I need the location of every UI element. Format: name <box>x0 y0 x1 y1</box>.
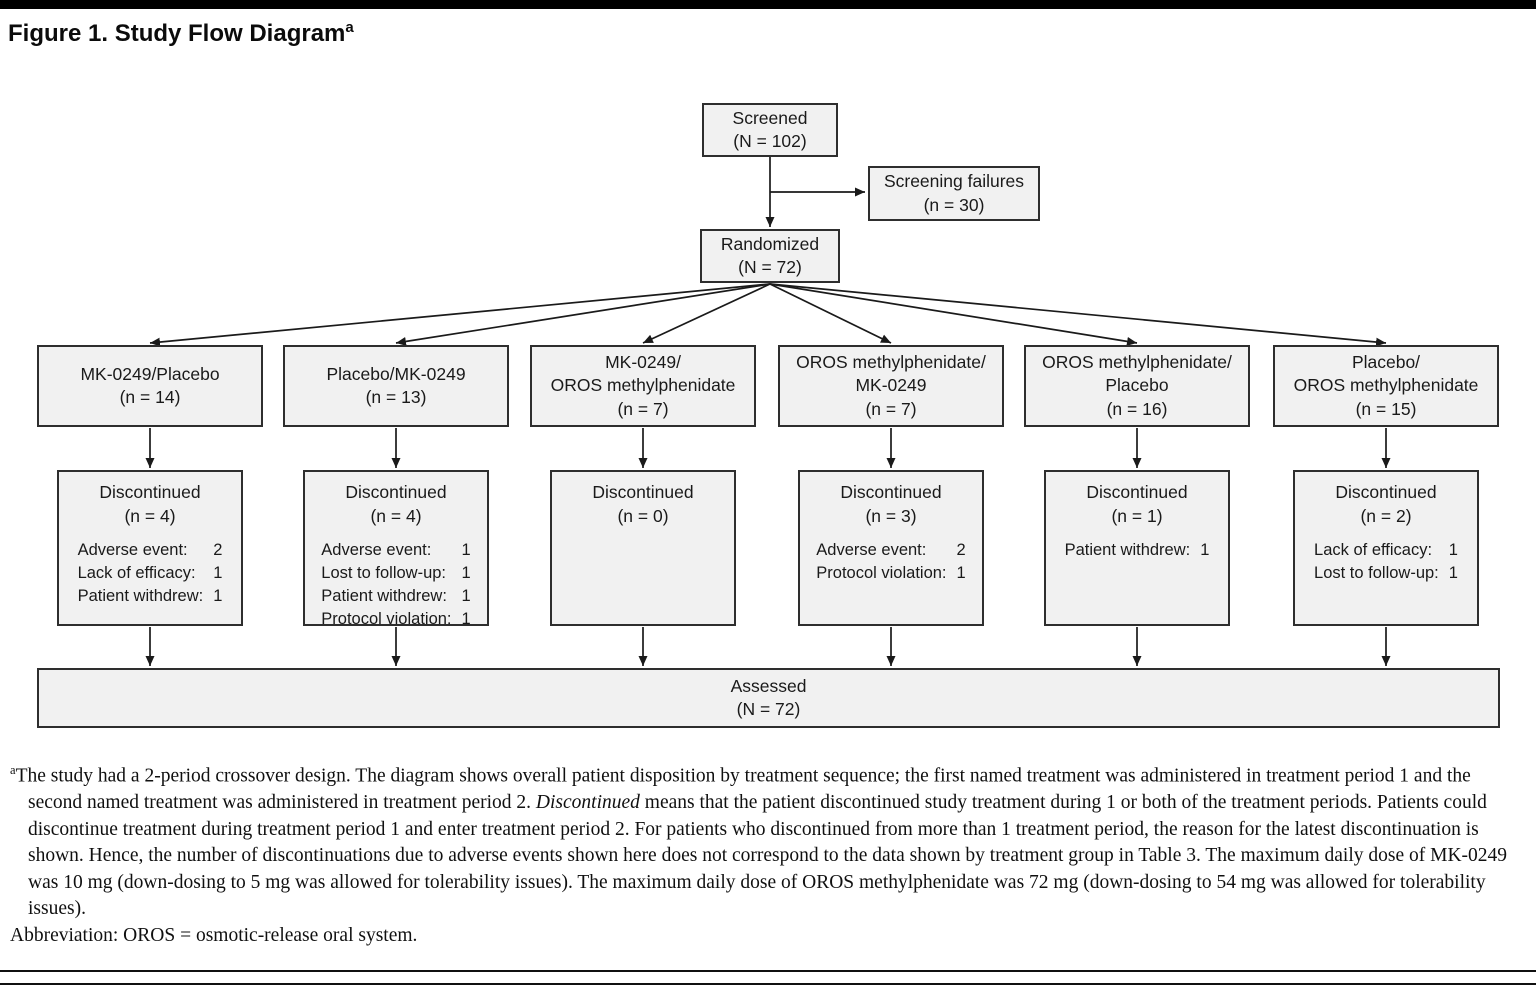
arrow-randomized-to-seq-2 <box>396 284 770 343</box>
discontinued-title: Discontinued <box>1086 482 1188 502</box>
randomized-box <box>700 229 840 283</box>
reason-count: 1 <box>956 564 966 582</box>
arrow-randomized-to-seq-5 <box>770 284 1137 343</box>
sequence-n: (n = 13) <box>365 387 427 407</box>
sequence-line: OROS methylphenidate <box>550 375 736 396</box>
footnote <box>10 757 1526 949</box>
arrow-randomized-to-seq-4 <box>770 284 891 343</box>
reason-count: 1 <box>461 564 471 582</box>
discontinued-title: Discontinued <box>1335 482 1437 502</box>
discontinued-box-5 <box>1044 470 1230 626</box>
reason-label: Protocol violation: <box>816 564 947 582</box>
footnote-paragraph <box>10 757 1526 923</box>
discontinued-box-4 <box>798 470 984 626</box>
discontinued-reasons <box>1065 539 1210 562</box>
sequence-box-placebo-oros <box>1273 345 1499 427</box>
sequence-line: MK-0249/ <box>605 351 681 372</box>
top-rule-bar <box>0 0 1536 9</box>
sequence-line: Placebo/MK-0249 <box>326 363 466 384</box>
reason-count: 1 <box>1200 541 1210 559</box>
reason-label: Lack of efficacy: <box>1314 541 1433 559</box>
bottom-rule-1 <box>0 970 1536 972</box>
figure-title-text: Figure 1. Study Flow Diagram <box>8 20 346 47</box>
screened-box <box>702 103 838 157</box>
sequence-box-oros-mk0249 <box>778 345 1004 427</box>
footnote-text-2: means that the patient discontinued study treatment during 1 or both of the treatment periods. Patients could discontinue treatment during treatment period 1 and enter treatment period 2. For patients who discontinued from more than 1 treatment period, the reason for the latest discontinuation is shown. Hence, the number of discontinuations due to adverse events shown here does not correspond to the data shown by treatment group in Table 3. The maximum daily dose of MK-0249 was 10 mg (down-dosing to 5 mg was allowed for tolerability issues). The maximum daily dose of OROS methylphenidate was 72 mg (down-dosing to 54 mg was allowed for tolerability issues). <box>28 792 1508 919</box>
reason-label: Patient withdrew: <box>321 587 447 605</box>
sequence-line: Placebo/ <box>1351 351 1421 372</box>
discontinued-reasons <box>321 539 470 631</box>
reason-label: Adverse event: <box>321 541 432 559</box>
arrow-randomized-to-seq-6 <box>770 284 1386 343</box>
sequence-line: Placebo <box>1105 375 1169 396</box>
abbreviation-line: Abbreviation: OROS = osmotic-release oral system. <box>10 924 418 946</box>
discontinued-n: (n = 0) <box>617 505 669 526</box>
sequence-n: (n = 15) <box>1355 398 1417 419</box>
sequence-line: OROS methylphenidate/ <box>1042 351 1232 372</box>
randomized-label: Randomized <box>720 233 820 254</box>
assessed-label: Assessed <box>730 675 807 696</box>
discontinued-n: (n = 1) <box>1111 505 1163 526</box>
sequence-n: (n = 14) <box>119 387 181 407</box>
sequence-line: MK-0249/Placebo <box>80 363 220 384</box>
reason-count: 1 <box>461 587 471 605</box>
discontinued-box-6 <box>1293 470 1479 626</box>
figure-title-superscript: a <box>345 19 354 36</box>
reason-label: Patient withdrew: <box>77 587 204 605</box>
assessed-n: (N = 72) <box>736 699 801 719</box>
footnote-text-1: The study had a 2-period crossover design. The diagram shows overall patient disposition by treatment sequence; the first named treatment was administered in treatment period 1 and the second named treatment was administered in treatment period 2. <box>15 765 1471 813</box>
sequence-n: (n = 16) <box>1106 398 1168 419</box>
reason-count: 1 <box>213 564 223 582</box>
sequence-box-mk0249-oros <box>530 345 756 427</box>
discontinued-title: Discontinued <box>99 482 201 502</box>
reason-count: 1 <box>461 541 471 559</box>
sequence-n: (n = 7) <box>617 398 669 419</box>
screened-label: Screened <box>732 107 808 128</box>
discontinued-box-2 <box>303 470 489 626</box>
reason-count: 2 <box>213 541 223 559</box>
sequence-box-placebo-mk0249 <box>283 345 509 427</box>
assessed-box <box>37 668 1500 728</box>
reason-count: 2 <box>956 541 966 559</box>
discontinued-n: (n = 4) <box>124 505 176 526</box>
screened-n: (N = 102) <box>733 131 807 151</box>
discontinued-title: Discontinued <box>345 482 447 502</box>
discontinued-reasons <box>816 539 965 585</box>
discontinued-n: (n = 3) <box>865 505 917 526</box>
sequence-line: OROS methylphenidate/ <box>796 351 986 372</box>
reason-label: Lack of efficacy: <box>77 564 196 582</box>
reason-label: Lost to follow-up: <box>321 564 447 582</box>
bottom-rule-2 <box>0 983 1536 985</box>
footnote-marker: a <box>10 763 16 777</box>
screening-failures-box <box>868 166 1040 221</box>
reason-count: 1 <box>1448 541 1458 559</box>
reason-label: Adverse event: <box>816 541 927 559</box>
reason-label: Lost to follow-up: <box>1314 564 1439 582</box>
reason-label: Patient withdrew: <box>1064 541 1191 559</box>
figure-title <box>8 19 354 48</box>
discontinued-reasons <box>78 539 223 608</box>
discontinued-title: Discontinued <box>840 482 942 502</box>
arrow-randomized-to-seq-3 <box>643 284 770 343</box>
reason-count: 1 <box>1448 564 1458 582</box>
randomized-n: (N = 72) <box>738 257 802 277</box>
sequence-line: OROS methylphenidate <box>1293 375 1479 396</box>
reason-label: Protocol violation: <box>321 610 452 628</box>
discontinued-reasons <box>1314 539 1458 585</box>
reason-count: 1 <box>461 610 471 628</box>
discontinued-box-1 <box>57 470 243 626</box>
screening-failures-label: Screening failures <box>883 171 1025 191</box>
sequence-line: MK-0249 <box>855 375 927 396</box>
reason-count: 1 <box>213 587 223 605</box>
sequence-box-mk0249-placebo <box>37 345 263 427</box>
reason-label: Adverse event: <box>77 541 188 559</box>
sequence-n: (n = 7) <box>865 398 917 419</box>
discontinued-n: (n = 4) <box>370 505 422 526</box>
discontinued-title: Discontinued <box>592 482 694 502</box>
discontinued-box-3 <box>550 470 736 626</box>
screening-failures-n: (n = 30) <box>923 194 985 215</box>
sequence-box-oros-placebo <box>1024 345 1250 427</box>
arrow-randomized-to-seq-1 <box>150 284 770 343</box>
discontinued-n: (n = 2) <box>1360 505 1412 526</box>
footnote-italic-word: Discontinued <box>535 792 640 813</box>
